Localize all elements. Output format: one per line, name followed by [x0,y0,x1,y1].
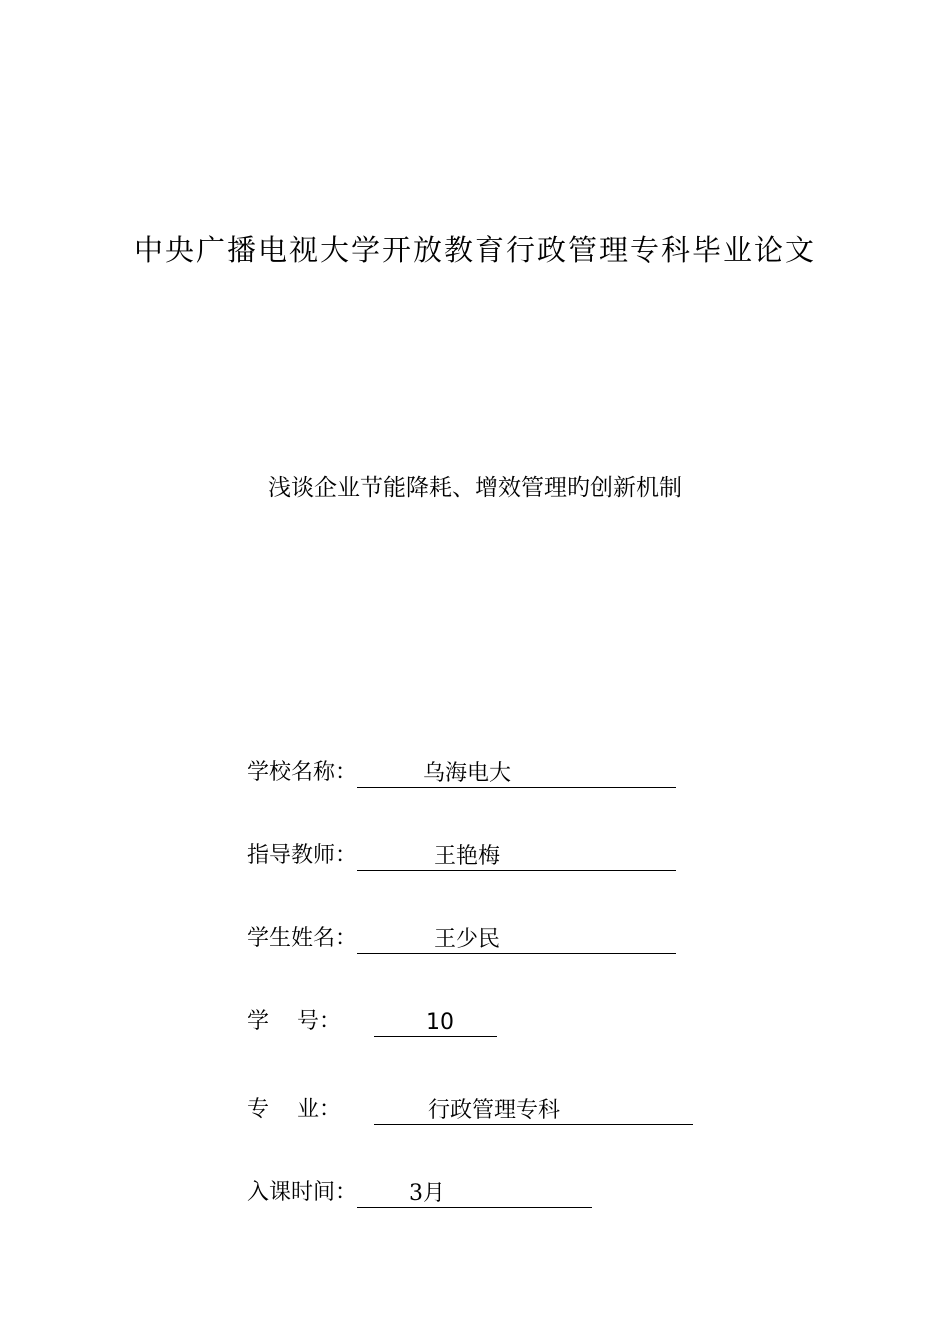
field-student-id [247,1003,497,1037]
field-enrollment-time [247,1174,592,1208]
field-value-major: 行政管理专科 [374,1097,693,1125]
field-label: 指导教师： [247,843,358,868]
field-value-student: 王少民 [357,926,676,954]
university-title: 中央广播电视大学开放教育行政管理专科毕业论文 [133,233,816,267]
thesis-title: 浅谈企业节能降耗、增效管理旳创新机制 [268,475,682,501]
field-label: 专 业： [247,1097,341,1122]
field-label: 学生姓名： [247,926,358,951]
field-value-school: 乌海电大 [357,760,676,788]
field-school-name [247,754,676,788]
field-label: 入课时间： [247,1180,358,1205]
field-label: 学校名称： [247,760,358,785]
field-value-enrollment: 3月 [357,1180,592,1208]
field-major [247,1091,693,1125]
field-label: 学 号： [247,1009,341,1034]
field-value-student-id: 10 [374,1009,497,1037]
field-student-name [247,920,676,954]
field-advisor [247,837,676,871]
field-value-advisor: 王艳梅 [357,843,676,871]
